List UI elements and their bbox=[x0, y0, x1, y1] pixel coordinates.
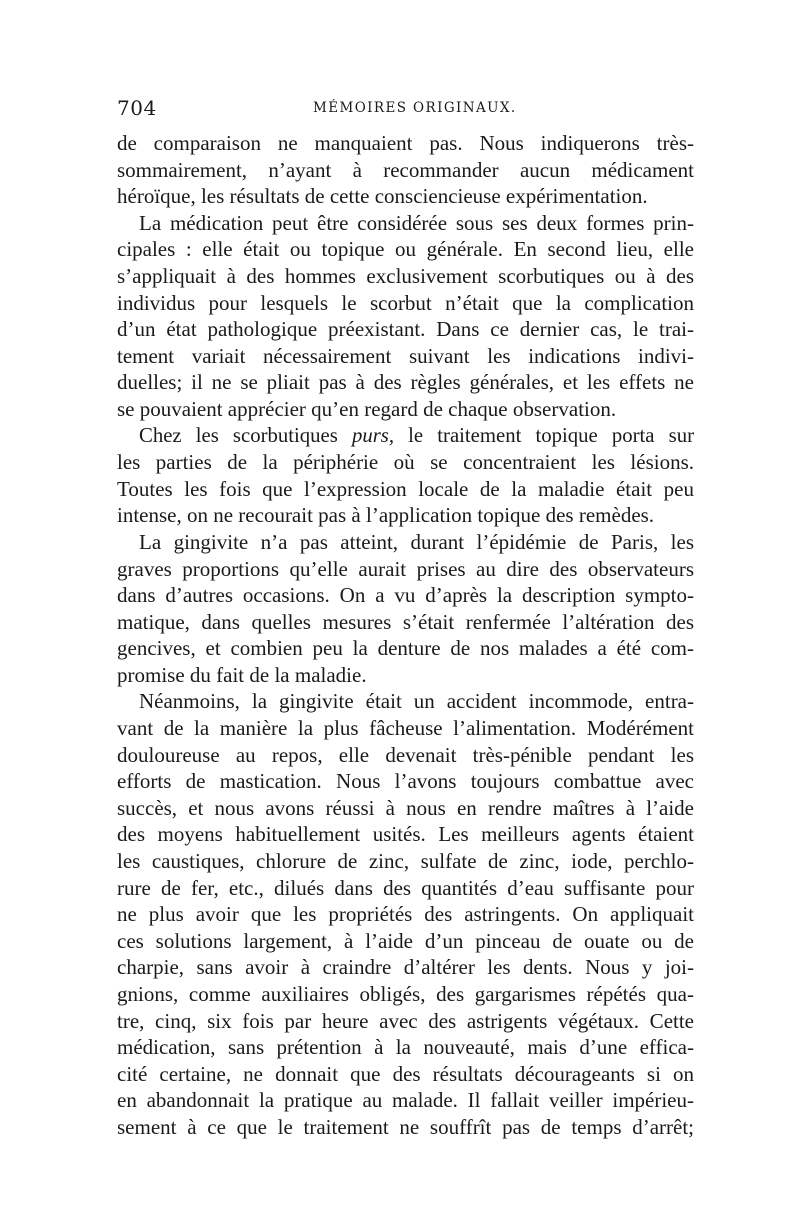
text-line: ces solutions largement, à l’aide d’un pinceau de ouate ou de bbox=[117, 928, 694, 953]
text-line: intense, on ne recourait pas à l’application topique des remèdes. bbox=[117, 503, 655, 528]
text-line: vant de la manière la plus fâcheuse l’alimentation. Modérément bbox=[117, 716, 694, 741]
text-line: se pouvaient apprécier qu’en regard de chaque observation. bbox=[117, 396, 617, 421]
text-line: promise du fait de la maladie. bbox=[117, 662, 367, 687]
text-line: charpie, sans avoir à craindre d’altérer les dents. Nous y joi- bbox=[117, 955, 694, 980]
text-line: rure de fer, etc., dilués dans des quantités d’eau suffisante pour bbox=[117, 875, 694, 900]
text-line: s’appliquait à des hommes exclusivement scorbutiques ou à des bbox=[117, 263, 694, 288]
text-line: sommairement, n’ayant à recommander aucun médicament bbox=[117, 157, 694, 182]
text-line: matique, dans quelles mesures s’était renfermée l’altération des bbox=[117, 609, 694, 634]
text-line: sement à ce que le traitement ne souffrît pas de temps d’arrêt; bbox=[117, 1114, 694, 1139]
text-line: efforts de mastication. Nous l’avons toujours combattue avec bbox=[117, 769, 694, 794]
text-line: des moyens habituellement usités. Les meilleurs agents étaient bbox=[117, 822, 694, 847]
text-line: gnions, comme auxiliaires obligés, des gargarismes répétés qua- bbox=[117, 982, 694, 1006]
text-line: individus pour lesquels le scorbut n’était que la complication bbox=[117, 290, 694, 315]
text-line: douloureuse au repos, elle devenait très-pénible pendant les bbox=[117, 742, 694, 767]
text-line: de comparaison ne manquaient pas. Nous indiquerons très- bbox=[117, 131, 694, 155]
text-line: ne plus avoir que les propriétés des astringents. On appliquait bbox=[117, 902, 694, 927]
text-line: en abandonnait la pratique au malade. Il fallait veiller impérieu- bbox=[117, 1088, 694, 1113]
text-line: médication, sans prétention à la nouveauté, mais d’une effica- bbox=[117, 1035, 694, 1060]
text-line: duelles; il ne se pliait pas à des règles générales, et les effets ne bbox=[117, 370, 694, 395]
text-line: les caustiques, chlorure de zinc, sulfate de zinc, iode, perchlo- bbox=[117, 849, 694, 874]
text-line: héroïque, les résultats de cette consciencieuse expérimentation. bbox=[117, 184, 648, 209]
text-line: graves proportions qu’elle aurait prises au dire des observateurs bbox=[117, 556, 694, 581]
page-number: 704 bbox=[117, 96, 157, 120]
text-line: cité certaine, ne donnait que des résultats décourageants si on bbox=[117, 1061, 694, 1086]
body-text bbox=[117, 130, 694, 1141]
text-line: les parties de la périphérie où se concentraient les lésions. bbox=[117, 450, 694, 475]
running-head: MÉMOIRES ORIGINAUX. bbox=[313, 100, 517, 116]
text-line: gencives, et combien peu la denture de nos malades a été com- bbox=[117, 636, 694, 661]
text-line: Néanmoins, la gingivite était un accident incommode, entra- bbox=[139, 689, 694, 714]
text-line: La gingivite n’a pas atteint, durant l’épidémie de Paris, les bbox=[139, 529, 694, 554]
text-segment: Chez les scorbutiques bbox=[139, 424, 338, 447]
text-segment: le traitement topique porta sur bbox=[408, 424, 694, 447]
text-line bbox=[117, 423, 694, 450]
text-line: La médication peut être considérée sous ses deux formes prin- bbox=[139, 210, 694, 235]
text-line: dans d’autres occasions. On a vu d’après la description sympto- bbox=[117, 583, 694, 608]
text-line: tement variait nécessairement suivant les indications indivi- bbox=[117, 343, 694, 368]
text-line: Toutes les fois que l’expression locale de la maladie était peu bbox=[117, 476, 694, 501]
page-header bbox=[117, 96, 694, 124]
text-line: cipales : elle était ou topique ou générale. En second lieu, elle bbox=[117, 237, 694, 262]
italic-term: purs, bbox=[351, 424, 395, 447]
text-line: tre, cinq, six fois par heure avec des astrigents végétaux. Cette bbox=[117, 1008, 694, 1033]
text-line: succès, et nous avons réussi à nous en rendre maîtres à l’aide bbox=[117, 795, 694, 820]
text-line: d’un état pathologique préexistant. Dans ce dernier cas, le trai- bbox=[117, 317, 694, 342]
